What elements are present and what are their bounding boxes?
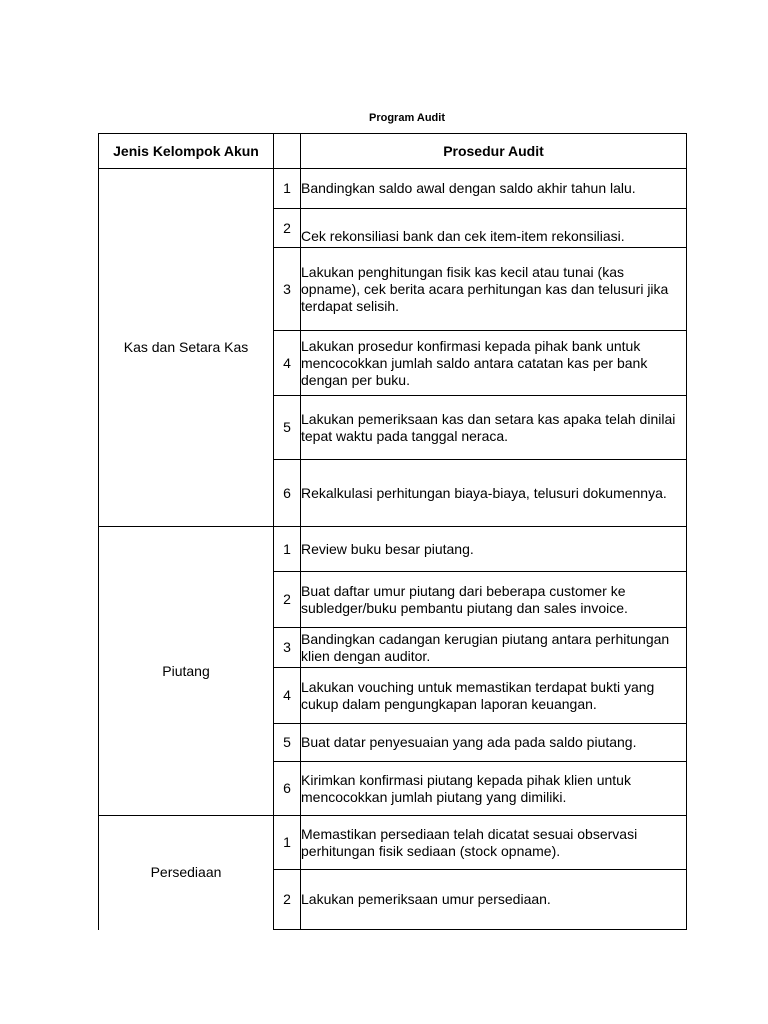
table-header-row [99,134,687,169]
row-number: 4 [274,668,301,724]
row-procedure: Rekalkulasi perhitungan biaya-biaya, telusuri dokumennya. [301,460,687,527]
header-procedure: Prosedur Audit [301,134,687,169]
row-number: 6 [274,460,301,527]
row-procedure: Lakukan prosedur konfirmasi kepada pihak bank untuk mencocokkan jumlah saldo antara catatan kas per bank dengan per buku. [301,331,687,396]
row-procedure: Buat datar penyesuaian yang ada pada saldo piutang. [301,724,687,762]
table-row [99,169,687,209]
row-number: 3 [274,248,301,331]
row-number: 5 [274,396,301,460]
row-procedure: Kirimkan konfirmasi piutang kepada pihak klien untuk mencocokkan jumlah piutang yang dimiliki. [301,762,687,816]
row-number: 1 [274,527,301,572]
row-procedure: Memastikan persediaan telah dicatat sesuai observasi perhitungan fisik sediaan (stock opname). [301,816,687,870]
audit-program-table [98,133,687,930]
row-number: 1 [274,816,301,870]
header-number [274,134,301,169]
row-number: 4 [274,331,301,396]
group-name-piutang: Piutang [99,527,274,816]
table-row [99,527,687,572]
document-title: Program Audit [369,112,445,124]
row-procedure: Bandingkan cadangan kerugian piutang antara perhitungan klien dengan auditor. [301,628,687,668]
row-procedure: Buat daftar umur piutang dari beberapa customer ke subledger/buku pembantu piutang dan sales invoice. [301,572,687,628]
row-number: 3 [274,628,301,668]
row-number: 2 [274,572,301,628]
header-group: Jenis Kelompok Akun [99,134,274,169]
row-number: 6 [274,762,301,816]
row-procedure: Bandingkan saldo awal dengan saldo akhir tahun lalu. [301,169,687,209]
row-number: 1 [274,169,301,209]
row-number: 2 [274,870,301,930]
group-name-kas: Kas dan Setara Kas [99,169,274,527]
row-procedure: Lakukan pemeriksaan kas dan setara kas apaka telah dinilai tepat waktu pada tanggal neraca. [301,396,687,460]
row-procedure: Review buku besar piutang. [301,527,687,572]
row-procedure: Lakukan vouching untuk memastikan terdapat bukti yang cukup dalam pengungkapan laporan keuangan. [301,668,687,724]
table-row [99,816,687,870]
row-number: 2 [274,209,301,248]
group-name-persediaan: Persediaan [99,816,274,930]
row-number: 5 [274,724,301,762]
row-procedure: Lakukan pemeriksaan umur persediaan. [301,870,687,930]
row-procedure: Cek rekonsiliasi bank dan cek item-item rekonsiliasi. [301,209,687,248]
row-procedure: Lakukan penghitungan fisik kas kecil atau tunai (kas opname), cek berita acara perhitungan kas dan telusuri jika terdapat selisih. [301,248,687,331]
